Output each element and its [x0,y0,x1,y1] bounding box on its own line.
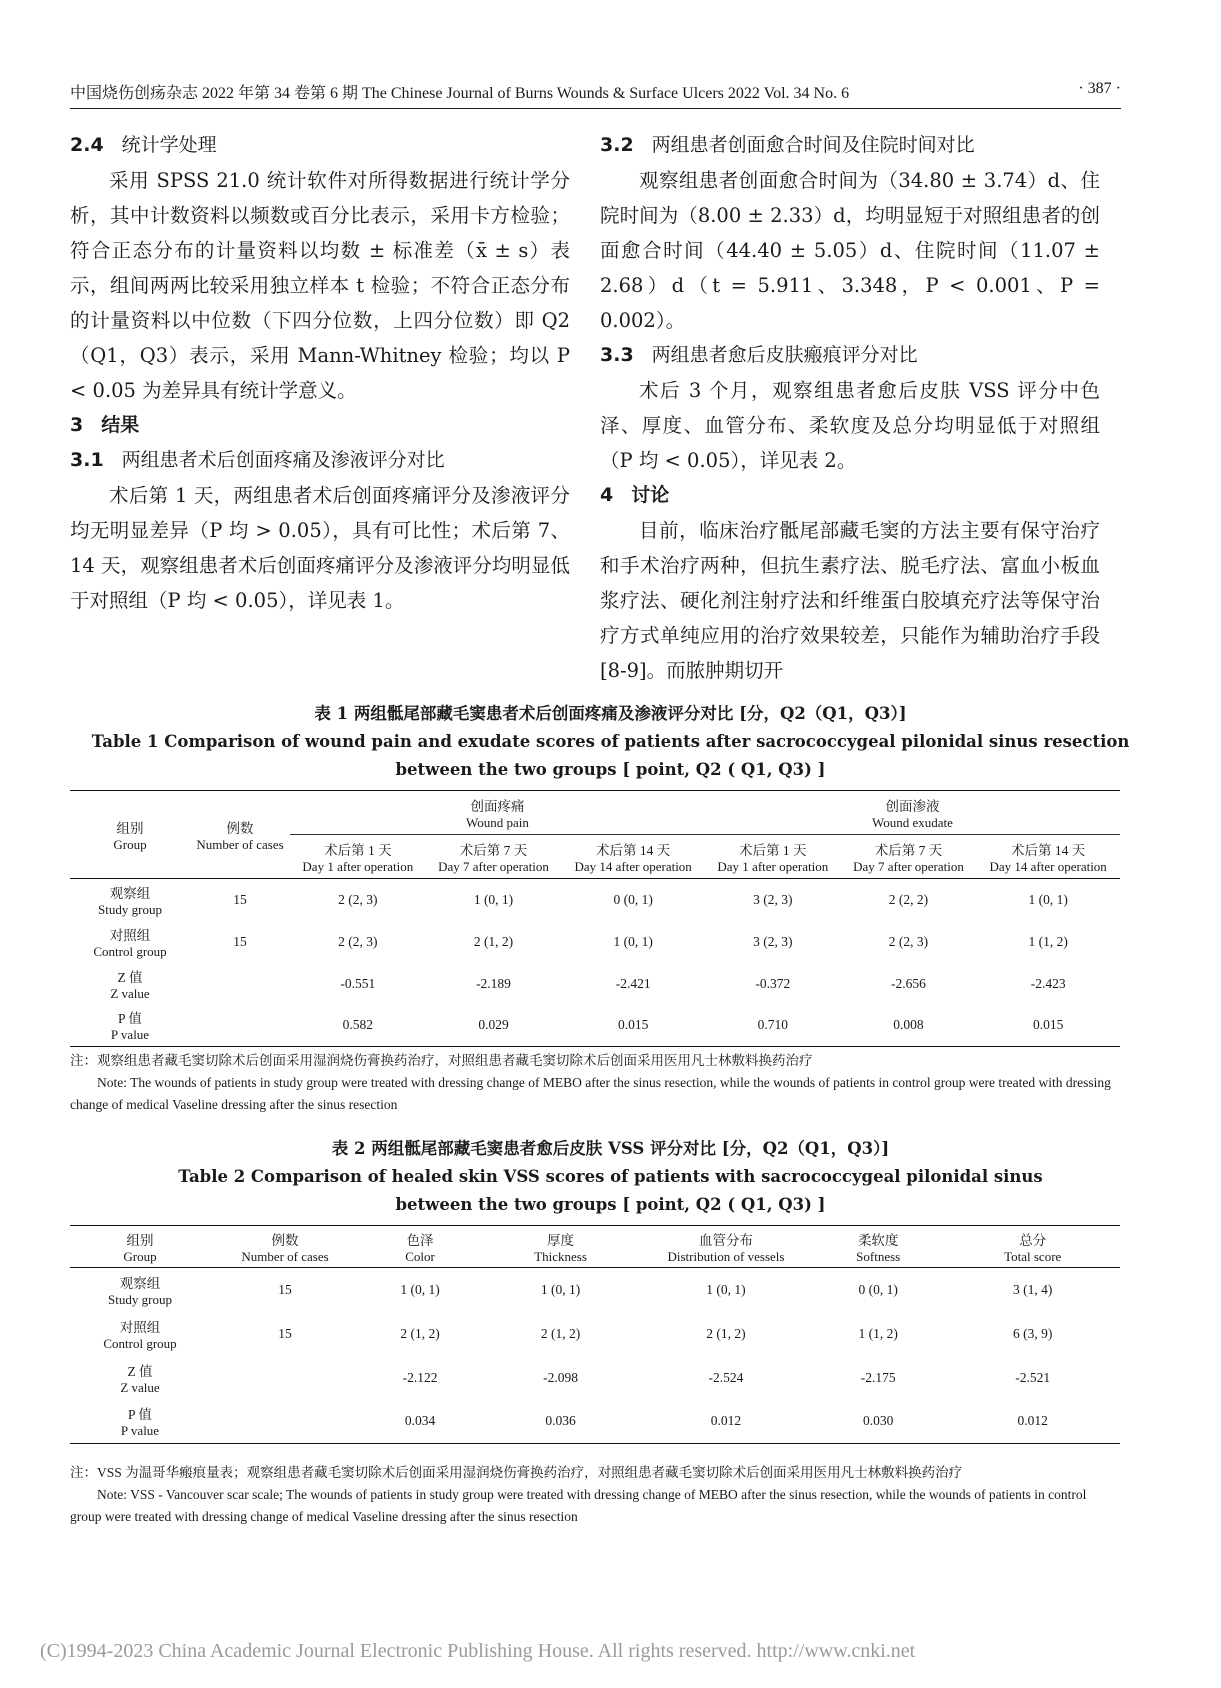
section-number: 3.1 [70,449,104,471]
t2-header-softness: 柔软度 Softness [856,1232,901,1264]
section-title: 两组患者创面愈合时间及住院时间对比 [651,134,975,156]
section-4-text: 目前，临床治疗骶尾部藏毛窦的方法主要有保守治疗和手术治疗两种，但抗生素疗法、脱毛疗法、富血小板血浆疗法、硬化剂注射疗法和纤维蛋白胶填充疗法等保守治疗方式单纯应用的治疗效果较差，只能作为辅助治疗手段[8-9]。而脓肿期切开 [600,519,1100,682]
t1-group-header: 组别 Group [113,820,147,852]
t1-exu-d14: 术后第 14 天 Day 14 after operation [989,842,1107,874]
section-title: 统计学处理 [121,134,217,156]
table-row: P 值 P value 0.582 0.029 0.015 0.710 0.008 0.015 [70,1005,1120,1047]
running-header [70,80,1121,109]
t2-header-color: 色泽 Color [405,1232,435,1264]
t2-header-n: 例数 Number of cases [241,1232,329,1264]
section-title: 讨论 [631,484,670,506]
table2-note [70,1462,1120,1528]
table-row: P 值 P value 0.034 0.036 0.012 0.030 0.012 [70,1400,1120,1444]
section-3-3-text: 术后 3 个月，观察组患者愈后皮肤 VSS 评分中色泽、厚度、血管分布、柔软度及总分均明显低于对照组（P 均 < 0.05），详见表 2。 [600,379,1100,472]
t2-header-total: 总分 Total score [1004,1232,1062,1264]
table-row: 对照组 Control group 15 2 (2, 3) 2 (1, 2) 1 (0, 1) 3 (2, 3) 2 (2, 3) 1 (1, 2) [93,927,1068,959]
table2 [70,1225,1120,1444]
table1-caption-cn: 表 1 两组骶尾部藏毛窦患者术后创面疼痛及渗液评分对比 [分，Q2（Q1，Q3）] [314,704,907,723]
section-3-1-heading [70,443,570,478]
section-number: 3.3 [600,344,634,366]
section-3-3-heading [600,338,1100,373]
table2-note-en: Note: VSS - Vancouver scar scale; The wounds of patients in study group were treated with dressing change of MEBO after the sinus resection, while the wounds of patients in control group were treated with dressing change of medical Vaseline dressing after the sinus resection [70,1487,1087,1524]
t2-header-vessels: 血管分布 Distribution of vessels [667,1232,785,1264]
t1-pain-header: 创面疼痛 Wound pain [290,791,705,835]
table1 [70,790,1120,1047]
section-2-4-heading [70,128,570,163]
section-4-heading [600,478,1100,513]
section-3-2-heading [600,128,1100,163]
t1-n-header: 例数 Number of cases [196,820,284,852]
table2-caption [0,1135,1221,1219]
t2-header-group: 组别 Group [123,1232,157,1264]
section-3-2-text: 观察组患者创面愈合时间为（34.80 ± 3.74）d、住院时间为（8.00 ± 2.33）d，均明显短于对照组患者的创面愈合时间（44.40 ± 5.05）d、住院时间（11.07 ± 2.68）d（t = 5.911、3.348，P < 0.001、P = 0.002）。 [600,169,1100,332]
t1-exudate-header: 创面渗液 Wound exudate [705,791,1120,835]
section-2-4-text: 采用 SPSS 21.0 统计软件对所得数据进行统计学分析，其中计数资料以频数或百分比表示，采用卡方检验；符合正态分布的计量资料以均数 ± 标准差（x̄ ± s）表示，组间两两比较采用独立样本 t 检验；不符合正态分布的计量资料以中位数（下四分位数，上四分位数）即 Q2（Q1，Q3）表示，采用 Mann-Whitney 检验；均以 P < 0.05 为差异具有统计学意义。 [70,169,570,402]
section-number: 3 [70,414,84,436]
table-row: Z 值 Z value -0.551 -2.189 -2.421 -0.372 -2.656 -2.423 [110,969,1066,1001]
journal-header: 中国烧伤创疡杂志 2022 年第 34 卷第 6 期 The Chinese Journal of Burns Wounds & Surface Ulcers 2022 Vol. 34 No. 6 [70,85,850,102]
table1-note-cn: 注：观察组患者藏毛窦切除术后创面采用湿润烧伤膏换药治疗，对照组患者藏毛窦切除术后创面采用医用凡士林敷料换药治疗 [70,1053,813,1068]
copyright-footer: (C)1994-2023 China Academic Journal Electronic Publishing House. All rights reserved. http://www.cnki.net [40,1640,916,1662]
section-number: 3.2 [600,134,634,156]
section-3-1-text: 术后第 1 天，两组患者术后创面疼痛评分及渗液评分均无明显差异（P 均 > 0.05），具有可比性；术后第 7、14 天，观察组患者术后创面疼痛评分及渗液评分均明显低于对照组（P 均 < 0.05），详见表 1。 [70,484,570,612]
table1-caption-en-1: Table 1 Comparison of wound pain and exudate scores of patients after sacrococcygeal pilonidal sinus resection [91,732,1130,751]
table2-caption-en-1: Table 2 Comparison of healed skin VSS scores of patients with sacrococcygeal pilonidal sinus [178,1167,1043,1186]
t1-pain-d7: 术后第 7 天 Day 7 after operation [438,842,549,874]
table-row: Z 值 Z value -2.122 -2.098 -2.524 -2.175 -2.521 [120,1363,1051,1395]
t1-exu-d1: 术后第 1 天 Day 1 after operation [717,842,829,874]
table1-note-en: Note: The wounds of patients in study group were treated with dressing change of MEBO after the sinus resection, while the wounds of patients in control group were treated with dressing change of medical Vaseline dressing after the sinus resection [70,1075,1111,1112]
table2-caption-cn: 表 2 两组骶尾部藏毛窦患者愈后皮肤 VSS 评分对比 [分，Q2（Q1，Q3）] [331,1139,890,1158]
section-number: 4 [600,484,614,506]
table-row: 对照组 Control group 15 2 (1, 2) 2 (1, 2) 2 (1, 2) 1 (1, 2) 6 (3, 9) [103,1319,1053,1351]
table1-note [70,1050,1120,1116]
table-row: 观察组 Study group 15 2 (2, 3) 1 (0, 1) 0 (0, 1) 3 (2, 3) 2 (2, 2) 1 (0, 1) [98,885,1068,917]
section-title: 两组患者术后创面疼痛及渗液评分对比 [121,449,445,471]
table-row: 观察组 Study group 15 1 (0, 1) 1 (0, 1) 1 (0, 1) 0 (0, 1) 3 (1, 4) [108,1275,1053,1307]
section-title: 结果 [101,414,140,436]
left-column [70,128,570,618]
t1-exu-d7: 术后第 7 天 Day 7 after operation [853,842,964,874]
right-column [600,128,1100,688]
table2-note-cn: 注：VSS 为温哥华瘢痕量表；观察组患者藏毛窦切除术后创面采用湿润烧伤膏换药治疗，对照组患者藏毛窦切除术后创面采用医用凡士林敷料换药治疗 [70,1465,963,1480]
t2-header-thickness: 厚度 Thickness [534,1232,587,1264]
table2-caption-en-2: between the two groups [ point, Q2 ( Q1, Q3) ] [395,1195,826,1214]
section-number: 2.4 [70,134,104,156]
table1-caption [0,700,1221,784]
page-number: · 387 · [1078,80,1121,97]
table1-caption-en-2: between the two groups [ point, Q2 ( Q1, Q3) ] [395,760,826,779]
section-title: 两组患者愈后皮肤瘢痕评分对比 [651,344,918,366]
t1-pain-d14: 术后第 14 天 Day 14 after operation [574,842,692,874]
t1-pain-d1: 术后第 1 天 Day 1 after operation [302,842,414,874]
section-3-heading [70,408,570,443]
